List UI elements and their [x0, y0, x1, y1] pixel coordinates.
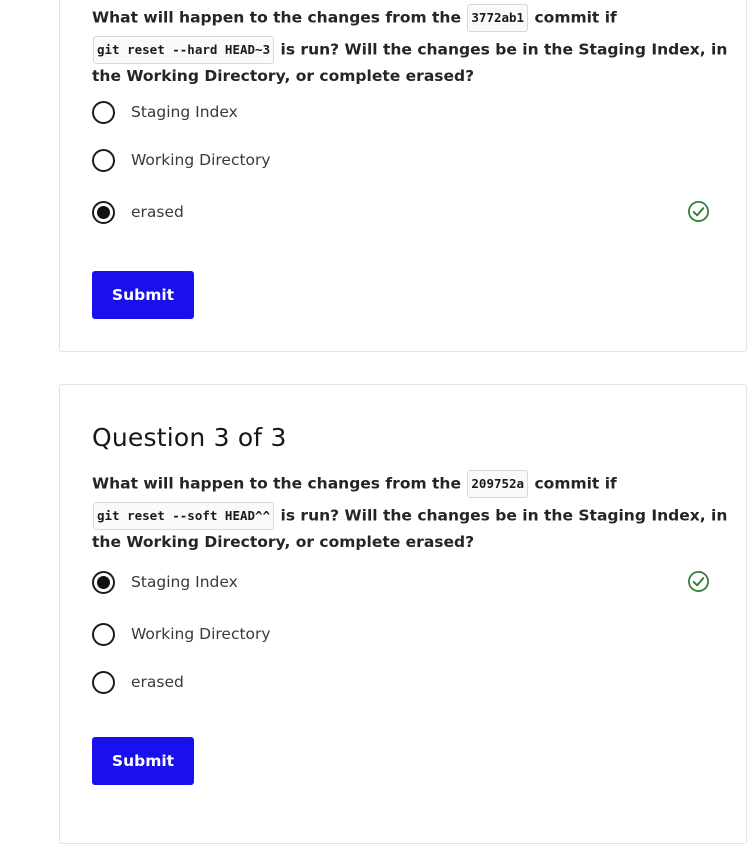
question-prompt-line-2 — [92, 502, 727, 530]
question-prompt-line-3: the Working Directory, or complete erased? — [92, 533, 475, 551]
prompt-text: What will happen to the changes from the — [92, 474, 461, 493]
option-working-directory[interactable] — [92, 620, 271, 648]
commit-hash-code: 209752a — [467, 470, 528, 498]
question-prompt-line-1 — [92, 4, 617, 32]
radio-button[interactable] — [92, 101, 115, 124]
radio-button-selected[interactable] — [92, 201, 115, 224]
option-label: Staging Index — [131, 103, 238, 121]
prompt-text: commit if — [534, 8, 617, 27]
command-code: git reset --soft HEAD^^ — [93, 502, 274, 530]
option-label: erased — [131, 203, 184, 221]
radio-button[interactable] — [92, 149, 115, 172]
question-card-2 — [59, 0, 747, 352]
prompt-text: is run? Will the changes be in the Staging Index, in — [280, 40, 728, 59]
option-staging-index[interactable] — [92, 98, 238, 126]
question-title: Question 3 of 3 — [92, 423, 287, 452]
option-erased[interactable] — [92, 198, 184, 226]
command-code: git reset --hard HEAD~3 — [93, 36, 274, 64]
option-label: erased — [131, 673, 184, 691]
option-working-directory[interactable] — [92, 146, 271, 174]
commit-hash-code: 3772ab1 — [467, 4, 528, 32]
radio-button[interactable] — [92, 623, 115, 646]
question-prompt-line-2 — [92, 36, 727, 64]
question-prompt-line-3: the Working Directory, or complete erased? — [92, 67, 475, 85]
prompt-text: is run? Will the changes be in the Staging Index, in — [280, 506, 728, 525]
question-card-3 — [59, 384, 747, 844]
prompt-text: What will happen to the changes from the — [92, 8, 461, 27]
check-circle-icon — [687, 200, 710, 228]
option-label: Staging Index — [131, 573, 238, 591]
question-prompt-line-1 — [92, 470, 617, 498]
option-label: Working Directory — [131, 151, 271, 169]
option-staging-index[interactable] — [92, 568, 238, 596]
radio-button-selected[interactable] — [92, 571, 115, 594]
prompt-text: commit if — [534, 474, 617, 493]
option-erased[interactable] — [92, 668, 184, 696]
check-circle-icon — [687, 570, 710, 598]
radio-button[interactable] — [92, 671, 115, 694]
submit-button[interactable]: Submit — [92, 737, 194, 785]
option-label: Working Directory — [131, 625, 271, 643]
submit-button[interactable]: Submit — [92, 271, 194, 319]
